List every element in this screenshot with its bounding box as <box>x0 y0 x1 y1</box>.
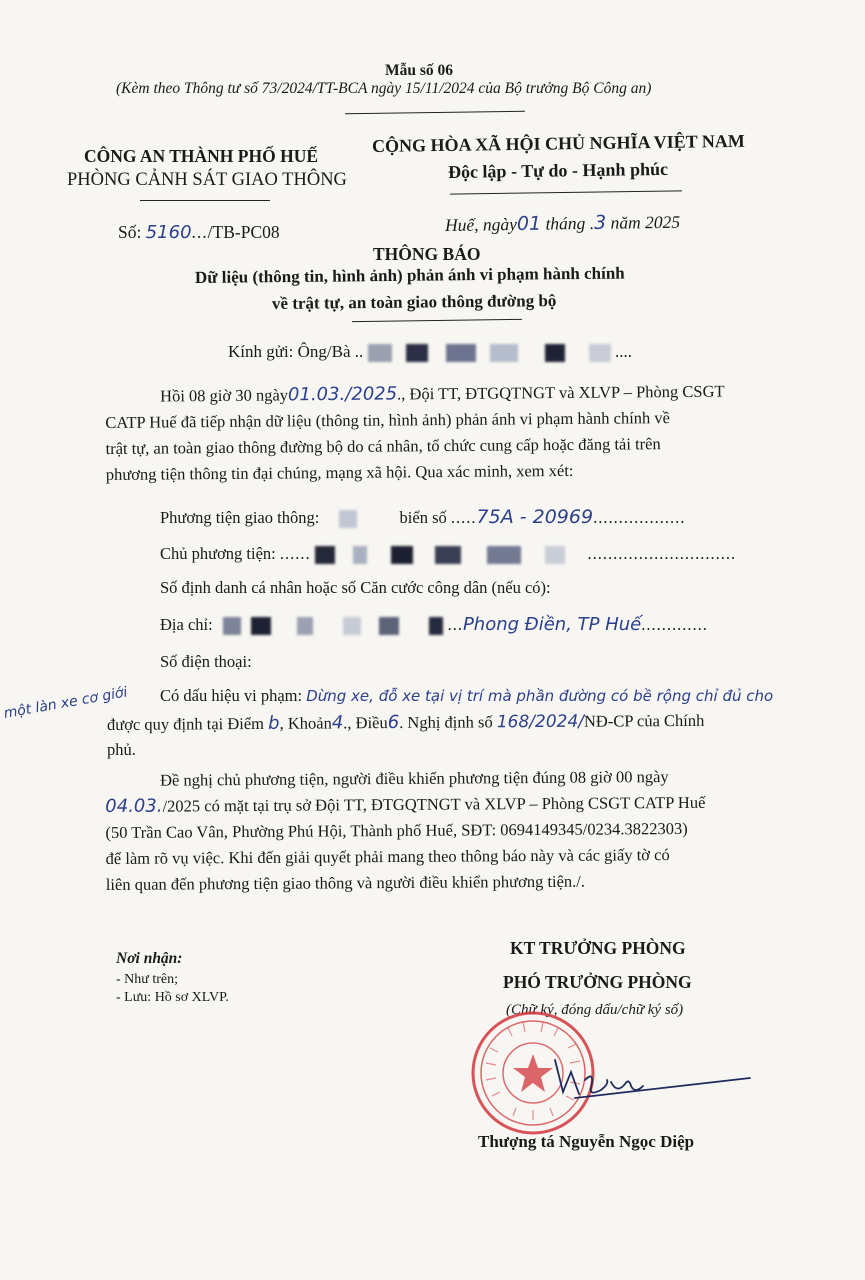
recipient-item: - Lưu: Hồ sơ XLVP. <box>116 990 229 1005</box>
notice-subtitle-2: về trật tự, an toàn giao thông đường bộ <box>271 291 557 313</box>
signature-authority: KT TRƯỞNG PHÒNG <box>510 938 686 958</box>
signature-position: PHÓ TRƯỞNG PHÒNG <box>503 972 692 992</box>
redacted-block <box>490 344 518 362</box>
divider <box>140 200 270 201</box>
redacted-block <box>446 344 476 362</box>
field-owner: Chủ phương tiện: ...... ............................. <box>160 544 737 563</box>
form-number: Mẫu số 06 <box>385 62 454 79</box>
signer-name: Thượng tá Nguyễn Ngọc Diệp <box>478 1132 695 1151</box>
document-number: Số: 5160.../TB-PC08 <box>118 222 280 243</box>
nation-title: CỘNG HÒA XÃ HỘI CHỦ NGHĨA VIỆT NAM <box>371 130 745 156</box>
redacted-block <box>353 546 367 564</box>
field-vehicle: Phương tiện giao thông: biển số .....75A - 20969.................. <box>160 506 686 528</box>
legal-basis: được quy định tại Điểm b, Khoản4., Điều6. Nghị định số 168/2024/NĐ-CP của Chính <box>106 710 705 734</box>
paragraph-request: Đề nghị chủ phương tiện, người điều khiển phương tiện đúng 08 giờ 00 ngày 04.03./2025 có mặt tại trụ sở Đội TT, ĐTGQTNGT và XLVP – Phòng CSGT CATP Huế (50 Trần Cao Vân, Phường Phú Hội, Thành phố Huế, SĐT: 0694149345/0234.3822303) để làm rõ vụ việc. Khi đến giải quyết phải mang theo thông báo này và các giấy tờ có liên quan đến phương tiện giao thông và người điều khiển phương tiện./. <box>105 767 706 894</box>
recipients-title: Nơi nhận: <box>116 950 183 967</box>
field-id-number: Số định danh cá nhân hoặc số Căn cước công dân (nếu có): <box>160 578 551 597</box>
redacted-block <box>368 344 392 362</box>
divider <box>352 319 522 322</box>
notice-subtitle-1: Dữ liệu (thông tin, hình ảnh) phản ánh vi phạm hành chính <box>194 263 625 287</box>
redacted-block <box>487 546 521 564</box>
redacted-block <box>379 617 399 635</box>
department-name: PHÒNG CẢNH SÁT GIAO THÔNG <box>67 170 347 190</box>
address-value: Phong Điền, TP Huế <box>462 614 642 635</box>
redacted-block <box>406 344 428 362</box>
nation-motto: Độc lập - Tự do - Hạnh phúc <box>447 158 669 182</box>
redacted-block <box>315 546 335 564</box>
redacted-block <box>435 546 461 564</box>
redacted-block <box>251 617 271 635</box>
agency-name: CÔNG AN THÀNH PHỐ HUẾ <box>84 146 319 166</box>
redacted-block <box>589 344 611 362</box>
form-attachment-note: (Kèm theo Thông tư số 73/2024/TT-BCA ngày 15/11/2024 của Bộ trưởng Bộ Công an) <box>116 80 652 97</box>
notice-title: THÔNG BÁO <box>373 244 481 264</box>
recipient-line: Kính gửi: Ông/Bà .. .... <box>228 342 633 361</box>
violation-value: Dừng xe, đỗ xe tại vị trí mà phần đường có bề rộng chỉ đủ cho <box>306 687 774 705</box>
license-plate-value: 75A - 20969 <box>476 506 594 528</box>
redacted-block <box>429 617 443 635</box>
legal-basis-end: phủ. <box>107 740 136 759</box>
redacted-block <box>223 617 241 635</box>
divider <box>345 111 525 115</box>
redacted-block <box>391 546 413 564</box>
signature-note: (Chữ ký, đóng dấu/chữ ký số) <box>506 1002 684 1018</box>
divider <box>450 190 682 194</box>
redacted-block <box>343 617 361 635</box>
redacted-block <box>545 344 565 362</box>
field-violation: Có dấu hiệu vi phạm: Dừng xe, đỗ xe tại vị trí mà phần đường có bề rộng chỉ đủ cho <box>160 686 774 705</box>
recipient-item: - Như trên; <box>116 972 179 987</box>
handwritten-signature <box>545 1050 755 1110</box>
redacted-block <box>545 546 565 564</box>
paragraph-receipt: Hồi 08 giờ 30 ngày01.03./2025., Đội TT, ĐTGQTNGT và XLVP – Phòng CSGT CATP Huế đã tiếp nhận dữ liệu (thông tin, hình ảnh) phản ánh vi phạm hành chính về trật tự, an toàn giao thông đường bộ do cá nhân, tổ chức cung cấp hoặc đăng tải trên phương tiện thông tin đại chúng, mạng xã hội. Qua xác minh, xem xét: <box>105 381 725 484</box>
field-phone: Số điện thoại: <box>160 652 252 671</box>
violation-continuation: một làn xe cơ giới <box>2 684 129 722</box>
issue-date: Huế, ngày01 tháng .3 năm 2025 <box>444 211 681 235</box>
redacted-block <box>339 510 357 528</box>
field-address: Địa chỉ: ...Phong Điền, TP Huế............. <box>160 614 708 635</box>
document-number-value: 5160 <box>145 222 192 243</box>
redacted-block <box>297 617 313 635</box>
